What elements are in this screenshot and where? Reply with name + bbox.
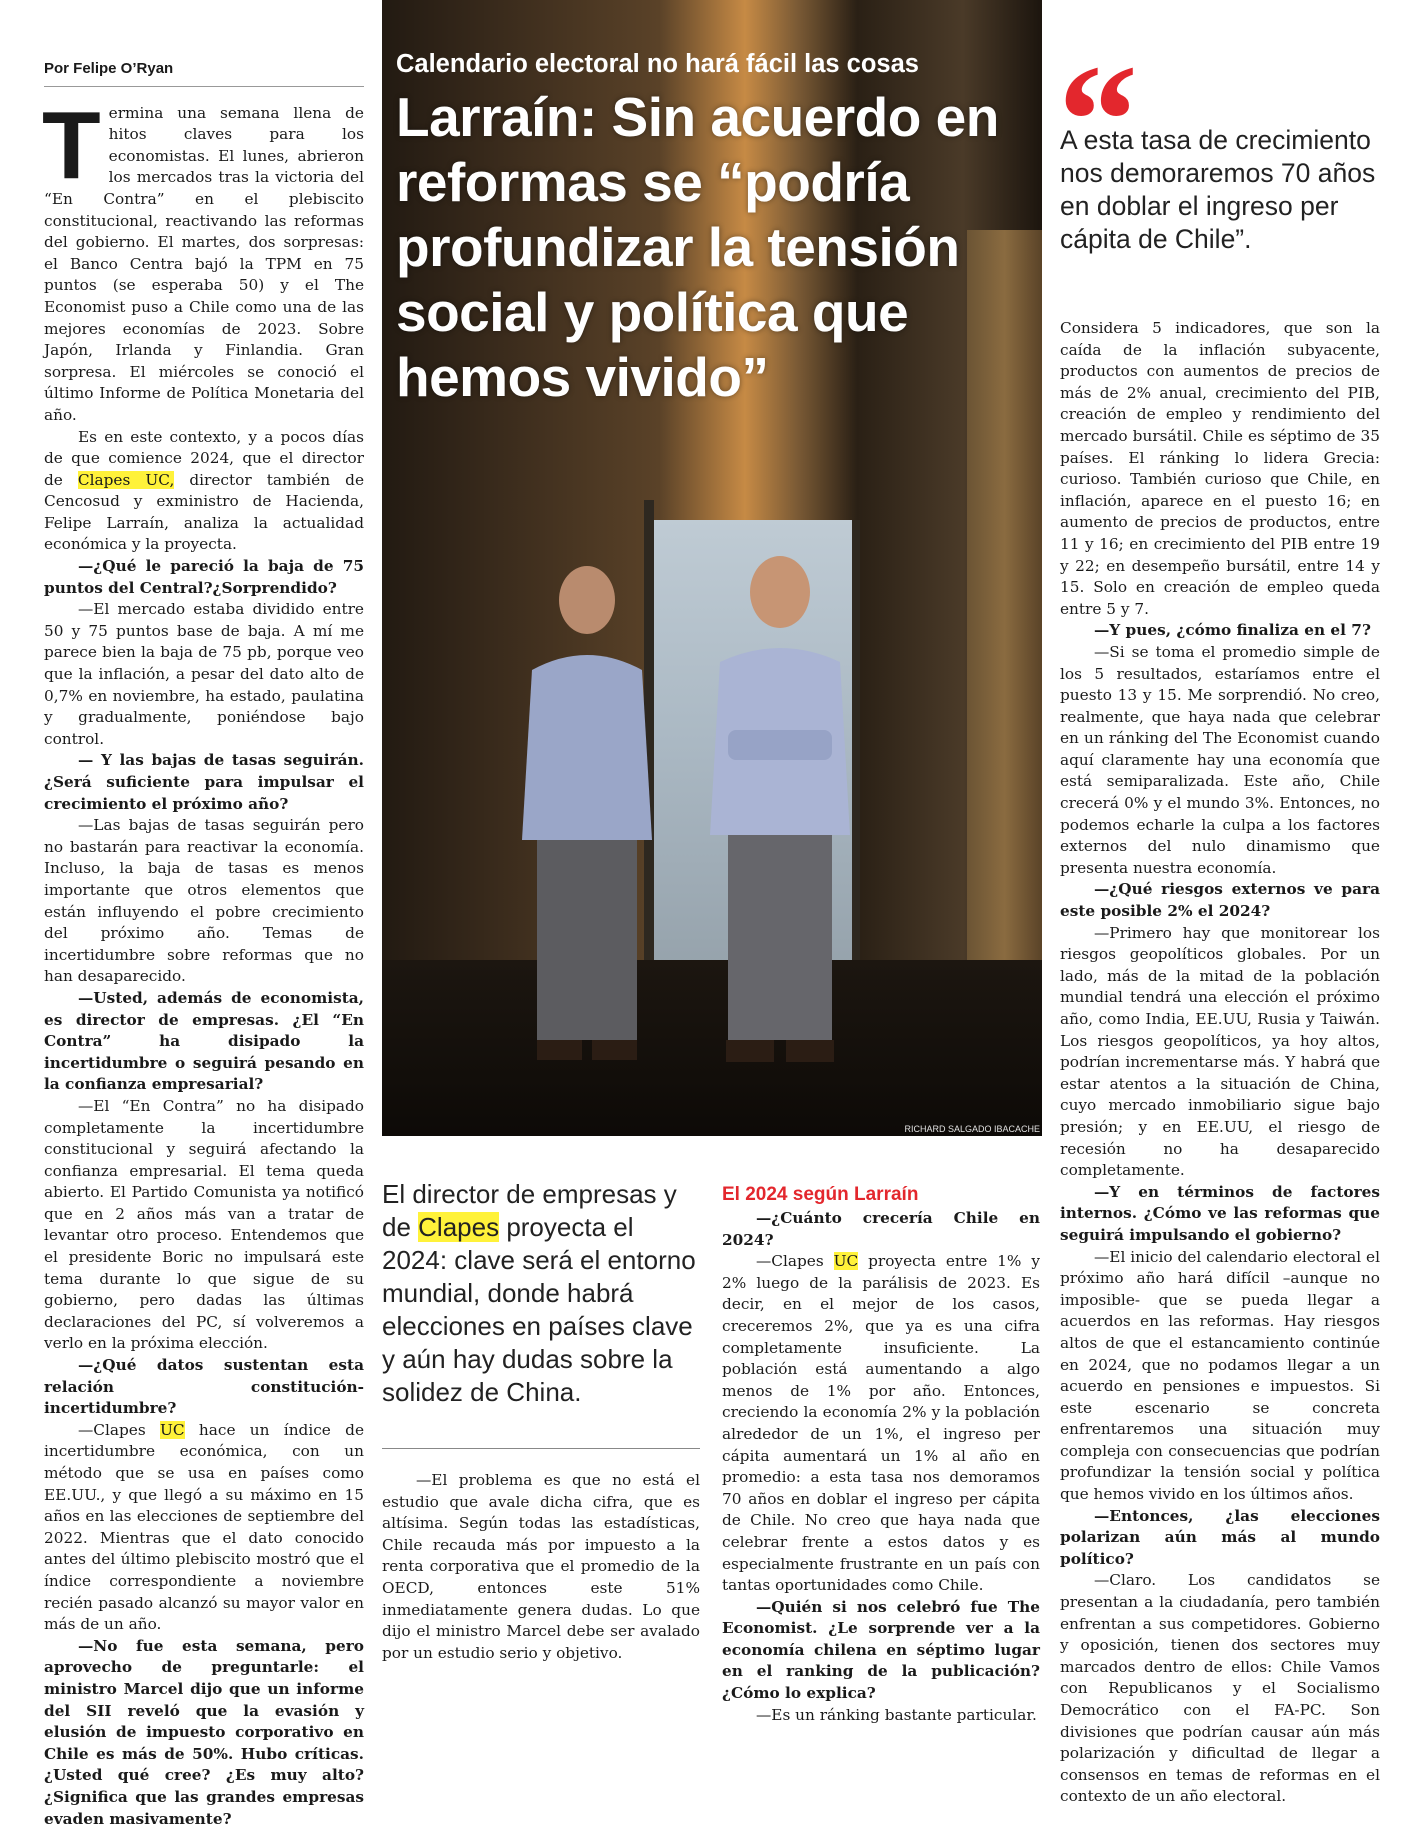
answer: —Si se toma el promedio simple de los 5 resultados, estaríamos entre el puesto 13 y 15. Me sorprendió. No creo, realmente, que haya nada que celebrar en un ránking del The Economist cuando aquí claramente hay una economía que está semiparalizada. Este año, Chile crecerá 0% y el mundo 3%. Entonces, no podemos echarle la culpa a los factores externos del nulo dinamismo que presenta nuestra economía. [1060,642,1380,877]
answer: —El inicio del calendario electoral el próximo año hará difícil –aunque no imposible- que se pueda llegar a acuerdos en las reformas. Hay riesgos altos de que el estancamiento continúe en 2024, que no podamos llegar a un acuerdo en pensiones e impuestos. Si este escenario se concreta enfrentaremos una situación muy compleja con consecuencias que podrían profundizar la tensión social y política que hemos vivido en los últimos años. [1060,1247,1380,1504]
person-reflection [512,560,662,1080]
lead-paragraph: ermina una semana llena de hitos claves para los economistas. El lunes, abrieron los mercados tras la victoria del “En Contra” en el plebiscito constitucional, reactivando las reformas del gobierno. El martes, dos sorpresas: el Banco Centra bajó la TPM en 75 puntos (se esperaba 50) y el The Economist puso a Chile como una de las mejores economías de 2023. Sobre Japón, Irlanda y Finlandia. Gran sorpresa. El miércoles se conoció el último Informe de Política Monetaria del año. [44,103,364,424]
deck: El director de empresas y de Clapes proyecta el 2024: clave será el entorno mundial, donde habrá elecciones en países clave y aún hay dudas sobre la solidez de China. [382,1179,696,1407]
person-larrain [700,550,860,1080]
answer: —Clapes UC hace un índice de incertidumbre económica, con un método que se usa en países como EE.UU., y que llegó a su máximo en 15 años en las elecciones de septiembre del 2022. Mientras que el dato conocido antes del último plebiscito mostró que el índice correspondiente a noviembre recién pasado alcanzó su mayor valor en más de un año. [44,1420,365,1634]
photo [382,0,1042,1136]
quote-mark: “ [1058,31,1138,209]
body-paragraph: Es en este contexto, y a pocos días de que comience 2024, que el director de Clapes UC, director también de Cencosud y exministro de Hacienda, Felipe Larraín, analiza la actualidad económica y la proyecta. [44,427,364,554]
question: —Y pues, ¿cómo finaliza en el 7? [1094,621,1371,640]
question: —¿Cuánto crecería Chile en 2024? [722,1209,1040,1249]
byline: Por Felipe O’Ryan [44,58,364,87]
headline: Larraín: Sin acuerdo en reformas se “podría profundizar la tensión social y política que hemos vivido” [396,86,999,408]
answer: —Es un ránking bastante particular. [756,1705,1037,1724]
question: —¿Qué datos sustentan esta relación constitución-incertidumbre? [44,1356,364,1418]
drop-cap: T [42,91,101,199]
sidebar-box [722,1184,1040,1726]
question: —¿Qué riesgos externos ve para este posible 2% el 2024? [1060,880,1380,921]
box-title: El 2024 según Larraín [722,1184,919,1205]
article-column-right [1060,318,1380,1808]
column-body [42,91,365,1830]
highlight: Clapes UC, [77,470,175,489]
answer: —Las bajas de tasas seguirán pero no bastarán para reactivar la economía. Incluso, la baja de tasas es menos importante que otros elementos que están influyendo el pobre crecimiento del próximo año. Temas de incertidumbre sobre reformas que no han desaparecido. [44,816,364,986]
question: —Quién si nos celebró fue The Economist. ¿Le sorprende ver a la economía chilena en séptimo lugar en el ranking de la publicación? ¿Cómo lo explica? [722,1597,1040,1703]
body-paragraph: Considera 5 indicadores, que son la caída de la inflación subyacente, productos con aumentos de precios de más de 2% anual, crecimiento del PIB, creación de empleo y rendimiento del mercado bursátil. Chile es séptimo de 35 países. El ránking lo lidera Grecia: curioso. También curioso que Chile, en inflación, aparece en el puesto 16; en aumento de precios de productos, entre 11 y 16; en crecimiento del PIB entre 19 y 22; en desempeño bursátil, entre 14 y 15. Solo en creación de empleo queda entre 5 y 7. [1060,319,1380,618]
highlight: UC [160,1420,185,1439]
kicker: Calendario electoral no hará fácil las cosas [396,50,919,78]
answer: —El mercado estaba dividido entre 50 y 75 puntos base de baja. A mí me parece bien la baja de 75 pb, porque veo que la inflación, a pesar del dato alto de 0,7% en noviembre, ha estado, paulatina y gradualmente, poniéndose bajo control. [44,600,364,748]
photo-credit: RICHARD SALGADO IBACACHE [904,1124,1040,1134]
question: —Entonces, ¿las elecciones polarizan aún más al mundo político? [1060,1506,1380,1568]
question: — Y las bajas de tasas seguirán. ¿Será suficiente para impulsar el crecimiento el próximo año? [44,751,364,813]
answer: —Clapes UC proyecta entre 1% y 2% luego de la parálisis de 2023. Es decir, en el mejor de los casos, creceremos 2%, que ya es una cifra completamente insuficiente. La población está aumentando a algo menos de 1% por año. Entonces, creciendo la economía 2% y la población alrededor de un 1%, el ingreso per cápita aumentará un 1% al año en promedio: a esta tasa nos demoramos 70 años en doblar el ingreso per cápita de Chile. No creo que haya nada que celebrar frente a estos datos y es especialmente frustrante en un país con tantas oportunidades como Chile. [722,1252,1040,1595]
answer: —El “En Contra” no ha disipado completamente la incertidumbre constitucional y seguirá afectando la confianza empresarial. El tema queda abierto. El Partido Comunista ya notificó que en 2 años más van a tratar de levantar otro proceso. Entendemos que el presidente Boric no impulsará este tema durante lo que sigue de su gobierno, pero dadas las últimas declaraciones del PC, sí volveremos a verlo en la próxima elección. [44,1096,364,1353]
answer: —El problema es que no está el estudio que avale dicha cifra, que es altísima. Según todas las estadísticas, Chile recauda más por impuesto a la renta corporativa que el promedio de la OECD, entonces este 51% inmediatamente genera dudas. Lo que dijo el ministro Marcel debe ser avalado por un estudio serio y objetivo. [382,1471,700,1662]
question: —Y en términos de factores internos. ¿Cómo ve las reformas que seguirá impulsando el gobierno? [1060,1182,1380,1244]
pull-quote: A esta tasa de crecimiento nos demoraremos 70 años en doblar el ingreso per cápita de Chile”. [1060,125,1376,254]
highlight: Clapes [418,1212,500,1242]
question: —No fue esta semana, pero aprovecho de preguntarle: el ministro Marcel dijo que un informe del SII reveló que la evasión y elusión de impuesto corporativo en Chile es más de 50%. Hubo críticas. ¿Usted qué cree? ¿Es muy alto? ¿Significa que las grandes empresas evaden masivamente? [44,1636,364,1828]
article-column-left [44,58,364,1830]
highlight: UC [833,1252,859,1271]
divider [382,1448,700,1449]
article-column-middle [382,1470,700,1664]
answer: —Primero hay que monitorear los riesgos geopolíticos globales. Por un lado, más de la mitad de la población mundial tendrá una elección el próximo año, como India, EE.UU, Rusia y Taiwán. Los riesgos geopolíticos, ya hoy altos, podrían incrementarse más. Y habrá que estar atentos a la situación de China, cuyo mercado inmobiliario sigue bajo presión; y en EE.UU, el riesgo de recesión no ha desaparecido completamente. [1060,923,1380,1180]
question: —¿Qué le pareció la baja de 75 puntos del Central?¿Sorprendido? [44,557,364,597]
answer: —Claro. Los candidatos se presentan a la ciudadanía, pero también enfrentan a sus competidores. Gobierno y oposición, tienen dos sectores muy marcados dentro de ellos: Chile Vamos con Republicanos y el Socialismo Democrático con el FA-PC. Son divisiones que podrían causar aún más polarización y dificultad de llegar a consensos en temas de reformas en el contexto de un año electoral. [1060,1571,1380,1806]
question: —Usted, además de economista, es director de empresas. ¿El “En Contra” ha disipado la incertidumbre o seguirá pesando en la confianza empresarial? [44,988,364,1094]
